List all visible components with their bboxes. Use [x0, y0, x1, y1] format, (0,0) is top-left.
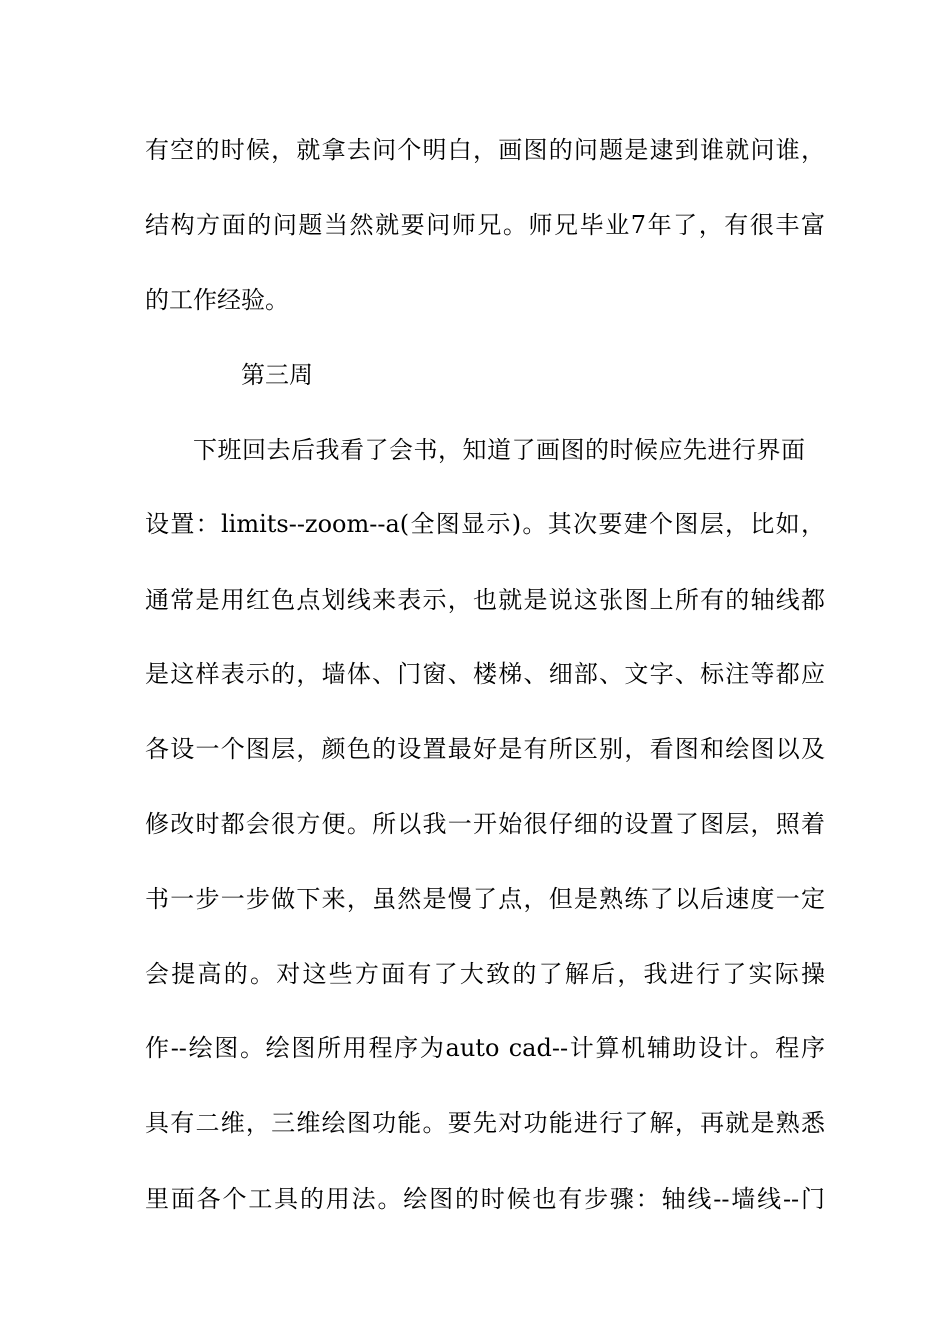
- paragraph-line: 各设一个图层，颜色的设置最好是有所区别，看图和绘图以及: [145, 735, 825, 763]
- text-line: 有空的时候，就拿去问个明白，画图的问题是逮到谁就问谁，: [145, 136, 825, 164]
- text-line: 的工作经验。: [145, 286, 289, 314]
- section-heading: 第三周: [241, 361, 313, 389]
- paragraph-line: 修改时都会很方便。所以我一开始很仔细的设置了图层，照着: [145, 810, 825, 838]
- paragraph-line: 里面各个工具的用法。绘图的时候也有步骤：轴线--墙线--门: [145, 1185, 825, 1213]
- paragraph-line: 设置：limits--zoom--a(全图显示)。其次要建个图层，比如，: [145, 510, 825, 538]
- paragraph-line: 通常是用红色点划线来表示，也就是说这张图上所有的轴线都: [145, 586, 825, 614]
- paragraph-line: 书一步一步做下来，虽然是慢了点，但是熟练了以后速度一定: [145, 885, 825, 913]
- text-line: 结构方面的问题当然就要问师兄。师兄毕业7年了，有很丰富: [145, 211, 825, 239]
- paragraph-line: 是这样表示的，墙体、门窗、楼梯、细部、文字、标注等都应: [145, 660, 825, 688]
- paragraph-line: 作--绘图。绘图所用程序为auto cad--计算机辅助设计。程序: [145, 1034, 825, 1062]
- paragraph-line: 具有二维，三维绘图功能。要先对功能进行了解，再就是熟悉: [145, 1109, 825, 1137]
- paragraph-line: 会提高的。对这些方面有了大致的了解后，我进行了实际操: [145, 960, 825, 988]
- paragraph-line: 下班回去后我看了会书，知道了画图的时候应先进行界面: [193, 436, 805, 464]
